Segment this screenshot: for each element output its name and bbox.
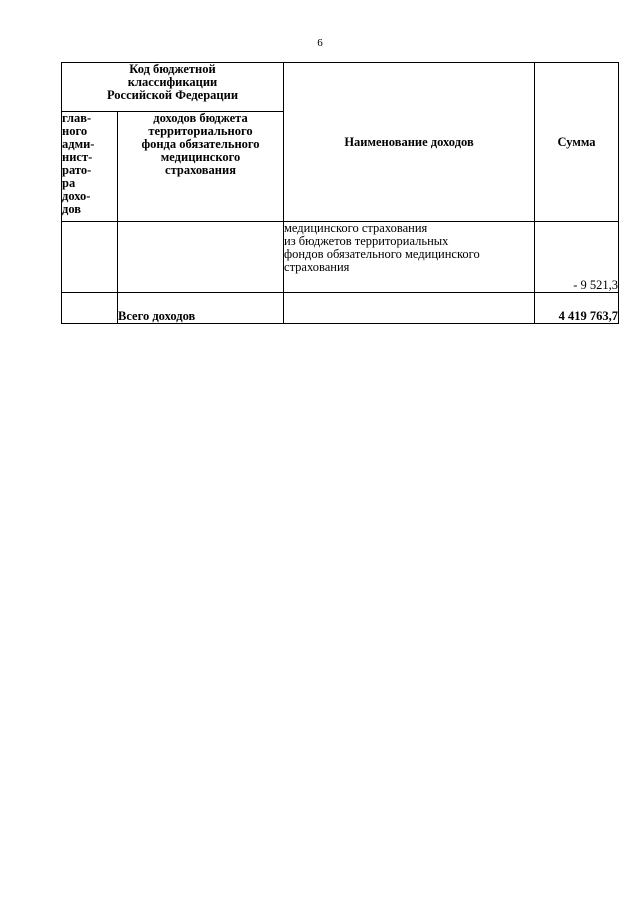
income-code-cell: [118, 222, 284, 293]
admin-code-cell: [62, 222, 118, 293]
revenue-table: [61, 62, 619, 324]
amount-header: Сумма: [535, 63, 619, 222]
income-name-header: Наименование доходов: [284, 63, 535, 222]
total-amount: 4 419 763,7: [535, 293, 619, 324]
header-row-top: [62, 63, 619, 112]
page-number: 6: [317, 37, 323, 49]
total-row: [62, 293, 619, 324]
total-admin-cell: [62, 293, 118, 324]
total-label: Всего доходов: [118, 293, 284, 324]
amount-cell: - 9 521,3: [535, 222, 619, 293]
chief-administrator-header: глав- ного адми- нист- рато- ра дохо- дов: [62, 112, 118, 222]
budget-classification-code-header: Код бюджетной классификации Российской Федерации: [62, 63, 284, 112]
income-name-cell: медицинского страхования из бюджетов территориальных фондов обязательного медицинского страхования: [284, 222, 535, 293]
table-row: [62, 222, 619, 293]
total-name-cell: [284, 293, 535, 324]
fund-income-header: доходов бюджета территориального фонда обязательного медицинского страхования: [118, 112, 284, 222]
